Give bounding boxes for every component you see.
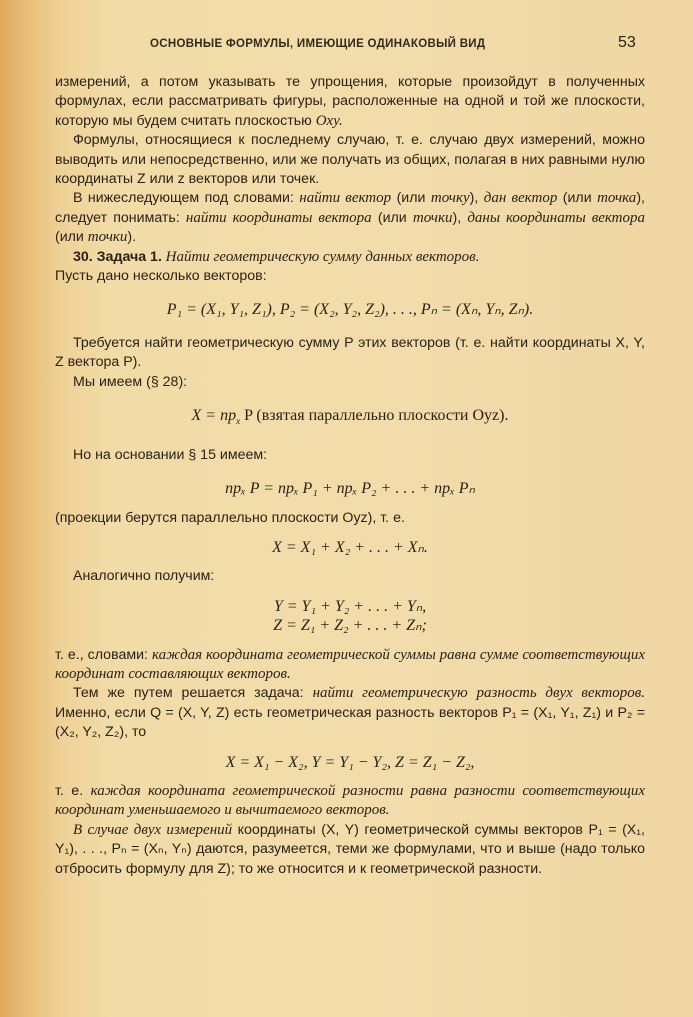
paragraph: Но на основании § 15 имеем:	[73, 446, 268, 463]
formula-projection-sum: прₓ P = прₓ P₁ + прₓ P₂ + . . . + прₓ Pₙ	[225, 480, 475, 498]
formula-projection: $X = пр_x$ P (взятая параллельно плоскости Oyz).	[191, 407, 509, 427]
page-number: 53	[618, 34, 636, 51]
formula-x-sum: X = X₁ + X₂ + . . . + Xₙ.	[272, 538, 428, 556]
body-text	[55, 73, 645, 879]
paragraph: Пусть дано несколько векторов:	[55, 268, 267, 285]
paragraph: Тем же путем решается задача: найти геометрическую разность двух векторов. Именно, если Q = (X, Y, Z) есть геометрическая разность векторов P₁ = (X₁, Y₁, Z₁) и P₂ = (X₂, Y₂, Z₂), то	[55, 685, 646, 741]
paragraph: В нижеследующем под словами: найти вектор (или точку), дан вектор (или точка), следует понимать: найти координаты вектора (или точки), даны координаты вектора (или точки).	[55, 190, 646, 246]
running-title: ОСНОВНЫЕ ФОРМУЛЫ, ИМЕЮЩИЕ ОДИНАКОВЫЙ ВИД	[150, 38, 486, 50]
paragraph: (проекции берутся параллельно плоскости Oyz), т. е.	[55, 509, 405, 526]
paragraph: Аналогично получим:	[73, 568, 215, 585]
paragraph: т. е. каждая координата геометрической разности равна разности соответствующих координат уменьшаемого и вычитаемого векторов.	[55, 782, 645, 819]
formula-difference: X = X₁ − X₂, Y = Y₁ − Y₂, Z = Z₁ − Z₂,	[225, 753, 475, 771]
task-title: Найти геометрическую сумму данных векторов.	[161, 248, 480, 265]
paragraph: т. е., словами: каждая координата геометрической суммы равна сумме соответствующих координат составляющих векторов.	[55, 646, 645, 682]
paragraph: измерений, а потом указывать те упрощения, которые произойдут в полученных формулах, если рассматривать фигуры, расположенные на одной и той же плоскости, которую мы будем считать плоскостью Oxy.	[55, 74, 645, 129]
formula-y-sum: Y = Y₁ + Y₂ + . . . + Yₙ,	[273, 597, 427, 615]
task-number: 30. Задача 1.	[73, 248, 162, 265]
paragraph: Требуется найти геометрическую сумму P этих векторов (т. е. найти координаты X, Y, Z вектора P).	[55, 334, 645, 371]
formula-vectors: P₁ = (X₁, Y₁, Z₁), P₂ = (X₂, Y₂, Z₂), . . ., Pₙ = (Xₙ, Yₙ, Zₙ).	[166, 301, 534, 319]
section-heading	[55, 248, 645, 267]
paragraph: В случае двух измерений координаты (X, Y) геометрической суммы векторов P₁ = (X₁, Y₁), . . ., Pₙ = (Xₙ, Yₙ) даются, разумеется, теми же формулами, что и выше (надо только отбросить формулу для Z); то же относится и к геометрической разности.	[55, 821, 645, 877]
formula-z-sum: Z = Z₁ + Z₂ + . . . + Zₙ;	[273, 617, 427, 635]
paragraph: Мы имеем (§ 28):	[73, 373, 188, 390]
paragraph: Формулы, относящиеся к последнему случаю, т. е. случаю двух измерений, можно выводить или непосредственно, или же получать из общих, полагая в них равными нулю координаты Z или z векторов или точек.	[55, 132, 645, 188]
